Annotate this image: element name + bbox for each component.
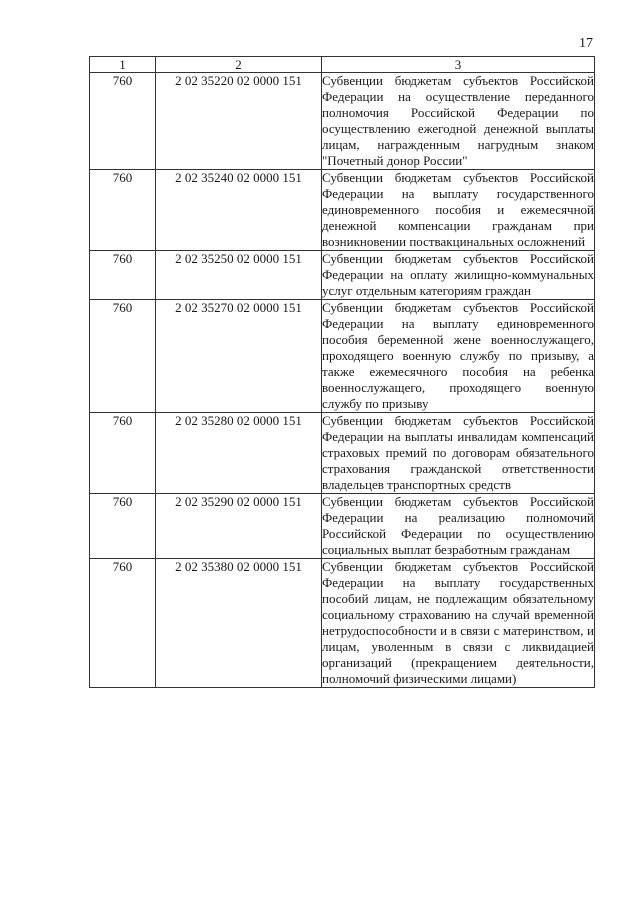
kbk-code-cell: 2 02 35240 02 0000 151 (156, 170, 322, 251)
table-row (90, 413, 595, 494)
budget-codes-table (89, 56, 595, 688)
table-header-row (90, 57, 595, 73)
revenue-name-cell: Субвенции бюджетам субъектов Российской Федерации на осуществление переданного полномочия Российской Федерации по осуществлению ежегодной денежной выплаты лицам, награжденным нагрудным знаком "Почетный донор России" (322, 73, 594, 168)
kbk-code-cell: 2 02 35250 02 0000 151 (156, 251, 322, 300)
admin-code-cell: 760 (90, 559, 156, 688)
kbk-code-cell: 2 02 35290 02 0000 151 (156, 494, 322, 559)
revenue-name-cell: Субвенции бюджетам субъектов Российской Федерации на оплату жилищно-коммунальных услуг отдельным категориям граждан (322, 251, 594, 298)
kbk-code-cell: 2 02 35380 02 0000 151 (156, 559, 322, 688)
table-row (90, 73, 595, 170)
revenue-name-cell: Субвенции бюджетам субъектов Российской Федерации на выплату государственных пособий лицам, не подлежащим обязательному социальному страхованию на случай временной нетрудоспособности и в связи с материнством, и лицам, уволенным в связи с ликвидацией организаций (прекращением деятельности, полномочий физическими лицами) (322, 559, 594, 686)
admin-code-cell: 760 (90, 300, 156, 413)
column-header-1: 1 (90, 57, 156, 73)
revenue-name-cell: Субвенции бюджетам субъектов Российской Федерации на выплату единовременного пособия беременной жене военнослужащего, проходящего военную службу по призыву, а также ежемесячного пособия на ребенка военнослужащего, проходящего военную службу по призыву (322, 300, 594, 411)
table-row (90, 300, 595, 413)
page-number: 17 (579, 36, 593, 51)
column-header-2: 2 (156, 57, 322, 73)
table-row (90, 494, 595, 559)
table-row (90, 251, 595, 300)
admin-code-cell: 760 (90, 73, 156, 170)
admin-code-cell: 760 (90, 494, 156, 559)
admin-code-cell: 760 (90, 170, 156, 251)
column-header-3: 3 (322, 57, 595, 73)
kbk-code-cell: 2 02 35270 02 0000 151 (156, 300, 322, 413)
kbk-code-cell: 2 02 35220 02 0000 151 (156, 73, 322, 170)
revenue-name-cell: Субвенции бюджетам субъектов Российской Федерации на реализацию полномочий Российской Федерации по осуществлению социальных выплат безработным гражданам (322, 494, 594, 557)
revenue-name-cell: Субвенции бюджетам субъектов Российской Федерации на выплату государственного единовременного пособия и ежемесячной денежной компенсации гражданам при возникновении поствакцинальных осложнений (322, 170, 594, 249)
table-row (90, 170, 595, 251)
table-row (90, 559, 595, 688)
admin-code-cell: 760 (90, 413, 156, 494)
admin-code-cell: 760 (90, 251, 156, 300)
revenue-name-cell: Субвенции бюджетам субъектов Российской Федерации на выплаты инвалидам компенсаций страховых премий по договорам обязательного страхования гражданской ответственности владельцев транспортных средств (322, 413, 594, 492)
kbk-code-cell: 2 02 35280 02 0000 151 (156, 413, 322, 494)
